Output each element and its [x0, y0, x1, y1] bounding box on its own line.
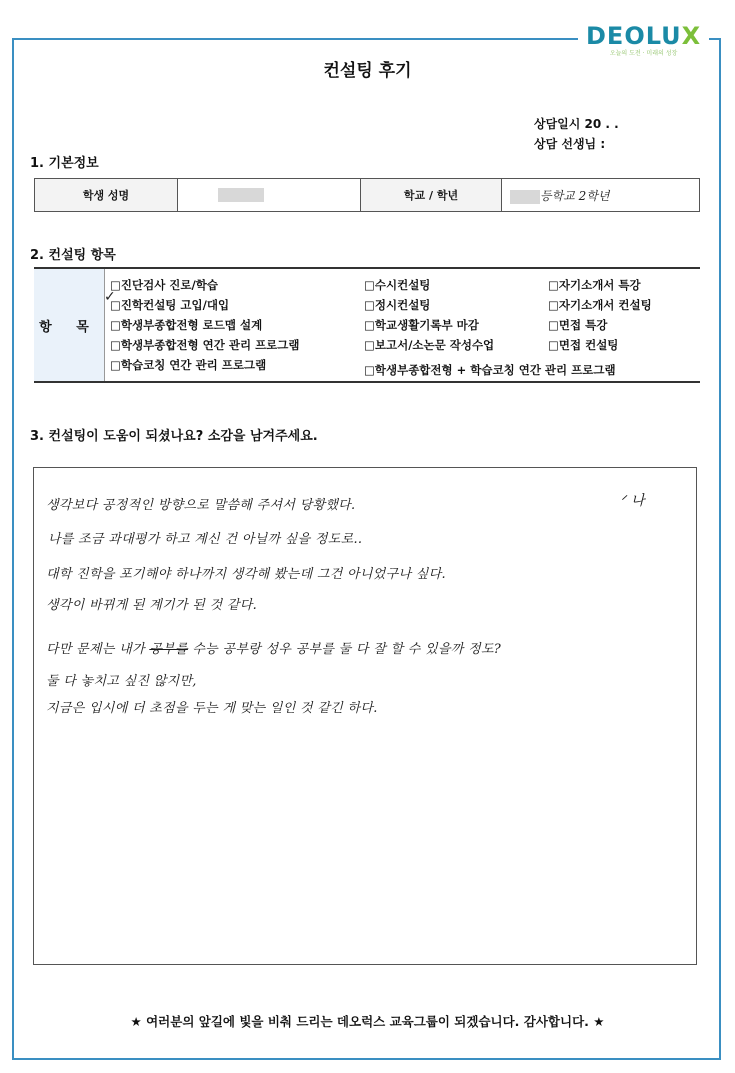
- item-annual-learning-coaching: □학습코칭 연간 관리 프로그램: [110, 358, 267, 372]
- page-title: 컨설팅 후기: [323, 61, 412, 81]
- item-record-finalization: □학교생활기록부 마감: [364, 318, 479, 332]
- school-grade-value: 등학교 2학년: [502, 179, 700, 212]
- feedback-line-3: 대학 진학을 포기해야 하나까지 생각해 봤는데 그건 아니었구나 싶다.: [46, 567, 446, 582]
- student-name-label: 학생 성명: [35, 179, 178, 212]
- items-row-label: 항 목: [34, 269, 105, 381]
- item-essay-consulting: □자기소개서 컨설팅: [548, 298, 652, 312]
- item-essay-lecture: □자기소개서 특강: [548, 278, 641, 292]
- struck-word: 공부를: [149, 642, 188, 657]
- item-rolling-consulting: □수시컨설팅: [364, 278, 431, 292]
- feedback-line-4: 생각이 바뀌게 된 계기가 된 것 같다.: [46, 598, 258, 613]
- item-regular-consulting: □정시컨설팅: [364, 298, 431, 312]
- item-annual-student-record: □학생부종합전형 연간 관리 프로그램: [110, 338, 300, 352]
- logo-tagline: 오늘의 도전 · 미래의 성장: [609, 50, 678, 57]
- checkmark-icon: ✓: [104, 289, 116, 305]
- item-interview-consulting: □면접 컨설팅: [548, 338, 619, 352]
- feedback-line-7: 지금은 입시에 더 초점을 두는 게 맞는 일인 것 같긴 하다.: [46, 701, 378, 716]
- section-items-heading: 2. 컨설팅 항목: [30, 248, 116, 263]
- item-admission-consulting: □진학컨설팅 고입/대입: [110, 298, 230, 312]
- item-interview-lecture: □면접 특강: [548, 318, 608, 332]
- feedback-line-6: 둘 다 놓치고 싶진 않지만,: [46, 674, 197, 689]
- item-combined-program: □학생부종합전형 + 학습코칭 연간 관리 프로그램: [364, 363, 616, 377]
- feedback-line-1: 생각보다 공정적인 방향으로 말씀해 주셔서 당황했다.: [46, 498, 356, 513]
- student-name-value: [178, 179, 361, 212]
- consult-teacher-label: 상담 선생님 :: [534, 137, 606, 151]
- consult-date-label: 상담일시 20 . .: [534, 117, 619, 131]
- basic-info-table: [34, 178, 700, 212]
- item-diagnostic-test: □진단검사 진로/학습: [110, 278, 218, 292]
- feedback-line-5: 다만 문제는 내가 공부를 수능 공부랑 성우 공부를 둘 다 잘 할 수 있을까 정도?: [46, 642, 502, 657]
- feedback-line-2: 나를 조금 과대평가 하고 계신 건 아닐까 싶을 정도로..: [48, 532, 363, 547]
- item-roadmap-design: □학생부종합전형 로드맵 설계: [110, 318, 263, 332]
- section-feedback-heading: 3. 컨설팅이 도움이 되셨나요? 소감을 남겨주세요.: [30, 429, 318, 444]
- section-basic-info-heading: 1. 기본정보: [30, 156, 99, 171]
- footer-message: ★ 여러분의 앞길에 빛을 비춰 드리는 데오럭스 교육그룹이 되겠습니다. 감사합니다. ★: [130, 1014, 605, 1029]
- brand-logo: DEOLUX 오늘의 도전 · 미래의 성장: [578, 22, 709, 57]
- item-report-writing: □보고서/소논문 작성수업: [364, 338, 495, 352]
- margin-scribble: ᐟ 나: [620, 493, 645, 509]
- school-grade-label: 학교 / 학년: [361, 179, 502, 212]
